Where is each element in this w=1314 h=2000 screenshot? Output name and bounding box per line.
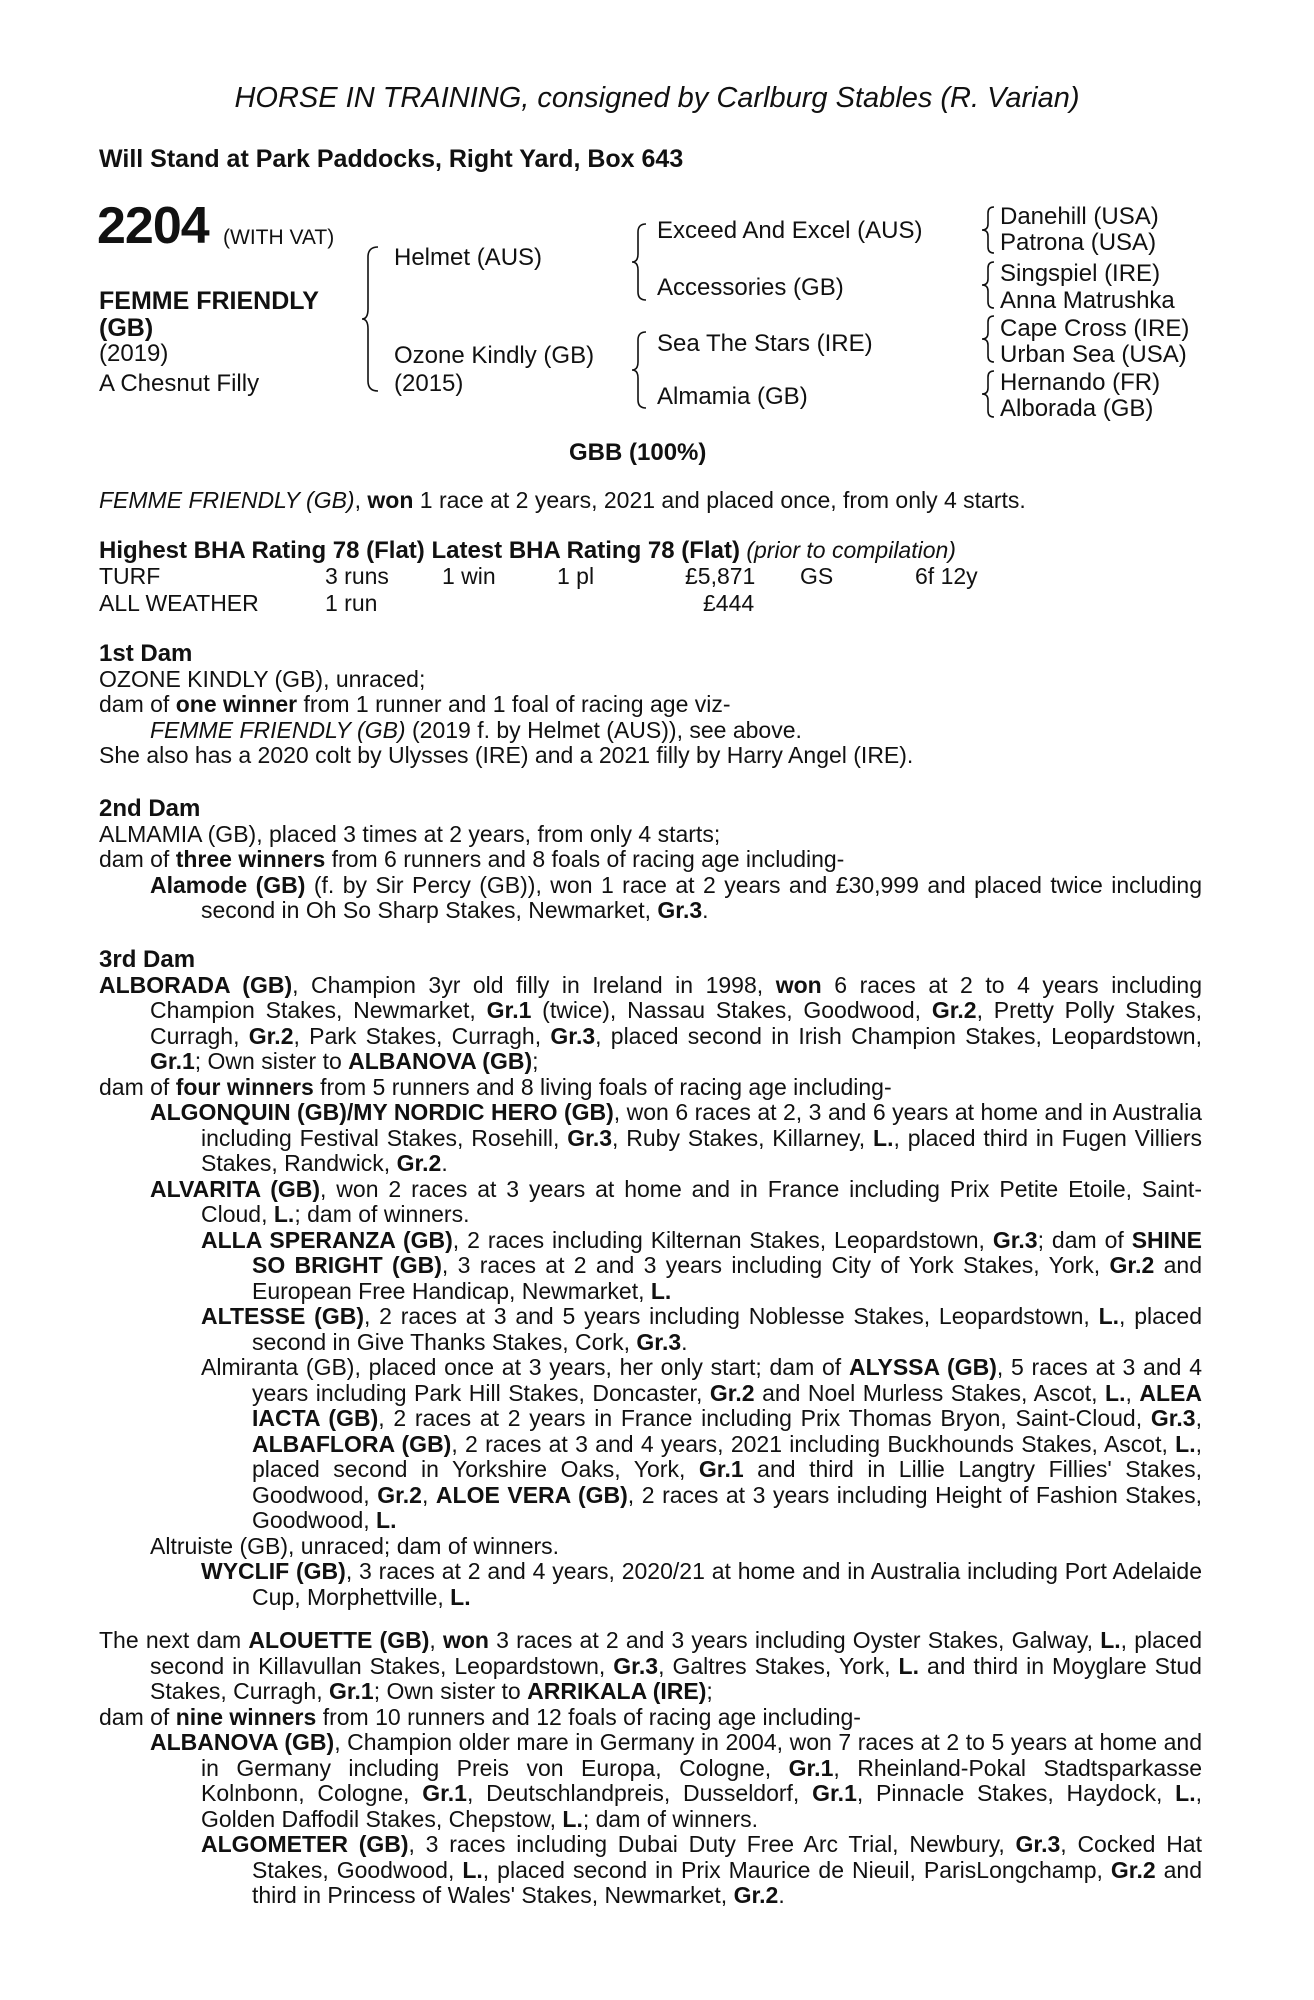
- lot-number: 2204: [97, 197, 209, 255]
- next-dam-para1: The next dam ALOUETTE (GB), won 3 races at 2 and 3 years including Oyster Stakes, Galway, L., placed second in Killavullan Stakes, Leopardstown, Gr.3, Galtres Stakes, York, L. and third in Moyglare Stud Stakes, Curragh, Gr.1; Own sister to ARRIKALA (IRE);: [99, 1627, 1202, 1704]
- second-dam-title: 2nd Dam: [99, 795, 201, 822]
- next-dam-para2: dam of nine winners from 10 runners and 12 foals of racing age including-: [99, 1703, 861, 1730]
- ratings: [99, 538, 1202, 564]
- record-turf-going: GS: [800, 563, 834, 589]
- third-dam-para2: dam of four winners from 5 runners and 8 living foals of racing age including-: [99, 1073, 892, 1100]
- ratings-text: Highest BHA Rating 78 (Flat) Latest BHA Rating 78 (Flat): [99, 537, 740, 564]
- ratings-note: (prior to compilation): [746, 537, 956, 563]
- next-dam-para4: ALGOMETER (GB), 3 races including Dubai Duty Free Arc Trial, Newbury, Gr.3, Cocked Hat Stakes, Goodwood, L., placed second in Prix Maurice de Nieuil, ParisLongchamp, Gr.2 and third in Princess of Wales' Stakes, Newmarket, Gr.2.: [201, 1831, 1203, 1908]
- gbb-note: GBB (100%): [569, 439, 707, 466]
- record-turf-prize: £5,871: [685, 563, 756, 589]
- sire-sire: Exceed And Excel (AUS): [657, 217, 923, 244]
- gg-7: Hernando (FR): [1000, 369, 1161, 396]
- record-aw-surface: ALL WEATHER: [99, 590, 259, 616]
- dam: Ozone Kindly (GB): [394, 342, 595, 369]
- dam-year: (2015): [394, 370, 464, 397]
- gg-3: Singspiel (IRE): [1000, 260, 1161, 287]
- third-dam-para5: ALLA SPERANZA (GB), 2 races including Kilternan Stakes, Leopardstown, Gr.3; dam of SHINE SO BRIGHT (GB), 3 races at 2 and 3 years including City of York Stakes, York, Gr.2 and European Free Handicap, Newmarket, L.: [201, 1226, 1202, 1304]
- horse-description: A Chesnut Filly: [99, 370, 260, 397]
- pedigree-brace-1: [360, 245, 382, 393]
- foaling-year: (2019): [99, 340, 169, 367]
- horse-name-line1: FEMME FRIENDLY: [99, 287, 319, 315]
- first-dam-section: [99, 641, 1202, 769]
- gg-1: Danehill (USA): [1000, 203, 1159, 230]
- first-dam-title: 1st Dam: [99, 640, 193, 667]
- second-dam-line2: dam of three winners from 6 runners and 8 foals of racing age including-: [99, 846, 845, 872]
- sire: Helmet (AUS): [394, 244, 543, 271]
- first-dam-line1: OZONE KINDLY (GB), unraced;: [99, 665, 426, 692]
- third-dam-para7: Almiranta (GB), placed once at 3 years, her only start; dam of ALYSSA (GB), 5 races at 3 and 4 years including Park Hill Stakes, Doncaster, Gr.2 and Noel Murless Stakes, Ascot, L., ALEA IACTA (GB), 2 races at 2 years in France including Prix Thomas Bryon, Saint-Cloud, Gr.3, ALBAFLORA (GB), 2 races at 3 and 4 years, 2021 including Buckhounds Stakes, Ascot, L., placed second in Yorkshire Oaks, York, Gr.1 and third in Lillie Langtry Fillies' Stakes, Goodwood, Gr.2, ALOE VERA (GB), 2 races at 3 years including Height of Fashion Stakes, Goodwood, L.: [201, 1354, 1202, 1533]
- gg-6: Urban Sea (USA): [1000, 341, 1187, 368]
- page-header: HORSE IN TRAINING, consigned by Carlburg Stables (R. Varian): [234, 82, 1080, 114]
- pedigree-brace-7: [980, 369, 998, 419]
- first-dam-line4: She also has a 2020 colt by Ulysses (IRE) and a 2021 filly by Harry Angel (IRE).: [99, 742, 914, 768]
- second-dam-line1: ALMAMIA (GB), placed 3 times at 2 years, from only 4 starts;: [99, 820, 721, 847]
- third-dam-title: 3rd Dam: [99, 946, 196, 973]
- dam-dam: Almamia (GB): [657, 383, 808, 410]
- record-turf-runs: 3 runs: [325, 563, 389, 589]
- gg-5: Cape Cross (IRE): [1000, 315, 1190, 342]
- third-dam-para6: ALTESSE (GB), 2 races at 3 and 5 years including Noblesse Stakes, Leopardstown, L., placed second in Give Thanks Stakes, Cork, Gr.3.: [201, 1303, 1202, 1355]
- gg-4: Anna Matrushka: [1000, 287, 1175, 314]
- third-dam-para4: ALVARITA (GB), won 2 races at 3 years at home and in France including Prix Petite Etoile, Saint-Cloud, L.; dam of winners.: [150, 1175, 1202, 1227]
- record-turf-surface: TURF: [99, 563, 161, 589]
- stand-location: Will Stand at Park Paddocks, Right Yard, Box 643: [99, 145, 684, 173]
- gg-2: Patrona (USA): [1000, 229, 1157, 256]
- first-dam-line3: FEMME FRIENDLY (GB) (2019 f. by Helmet (AUS)), see above.: [150, 716, 802, 743]
- vat-note: (WITH VAT): [223, 226, 335, 249]
- second-dam-section: [99, 796, 1202, 924]
- horse-name-line2: (GB): [99, 314, 154, 342]
- gg-8: Alborada (GB): [1000, 395, 1154, 422]
- third-dam-para8: Altruiste (GB), unraced; dam of winners.: [150, 1532, 560, 1559]
- summary-rest: 1 race at 2 years, 2021 and placed once, from only 4 starts.: [413, 487, 1026, 513]
- summary-won: won: [367, 487, 414, 513]
- dam-sire: Sea The Stars (IRE): [657, 330, 873, 357]
- next-dam-section: [99, 1628, 1202, 1909]
- record-turf-wins: 1 win: [442, 563, 496, 589]
- pedigree-brace-5: [980, 260, 998, 310]
- pedigree-brace-6: [980, 314, 998, 364]
- pedigree-brace-4: [980, 205, 998, 255]
- summary-name: FEMME FRIENDLY (GB): [99, 487, 355, 513]
- next-dam-para3: ALBANOVA (GB), Champion older mare in Germany in 2004, won 7 races at 2 to 5 years at home and in Germany including Preis von Europa, Cologne, Gr.1, Rheinland-Pokal Stadtsparkasse Kolnbonn, Cologne, Gr.1, Deutschlandpreis, Dusseldorf, Gr.1, Pinnacle Stakes, Haydock, L., Golden Daffodil Stakes, Chepstow, L.; dam of winners.: [150, 1729, 1202, 1832]
- first-dam-line2: dam of one winner from 1 runner and 1 foal of racing age viz-: [99, 691, 731, 717]
- record-turf-distance: 6f 12y: [915, 563, 978, 589]
- race-summary: FEMME FRIENDLY (GB), won 1 race at 2 years, 2021 and placed once, from only 4 starts.: [99, 487, 1026, 513]
- record-turf-placed: 1 pl: [557, 563, 595, 589]
- third-dam-para3: ALGONQUIN (GB)/MY NORDIC HERO (GB), won 6 races at 2, 3 and 6 years at home and in Australia including Festival Stakes, Rosehill, Gr.3, Ruby Stakes, Killarney, L., placed third in Fugen Villiers Stakes, Randwick, Gr.2.: [150, 1099, 1202, 1176]
- record-aw-runs: 1 run: [325, 590, 378, 616]
- pedigree-brace-3: [630, 330, 650, 410]
- third-dam-para1: ALBORADA (GB), Champion 3yr old filly in Ireland in 1998, won 6 races at 2 to 4 years including Champion Stakes, Newmarket, Gr.1 (twice), Nassau Stakes, Goodwood, Gr.2, Pretty Polly Stakes, Curragh, Gr.2, Park Stakes, Curragh, Gr.3, placed second in Irish Champion Stakes, Leopardstown, Gr.1; Own sister to ALBANOVA (GB);: [99, 971, 1202, 1074]
- record-aw-prize: £444: [703, 590, 755, 616]
- horse-name: [99, 288, 319, 342]
- third-dam-para9: WYCLIF (GB), 3 races at 2 and 4 years, 2020/21 at home and in Australia including Port Adelaide Cup, Morphettville, L.: [201, 1558, 1202, 1610]
- second-dam-line3: Alamode (GB) (f. by Sir Percy (GB)), won 1 race at 2 years and £30,999 and placed twice including second in Oh So Sharp Stakes, Newmarket, Gr.3.: [150, 871, 1202, 923]
- third-dam-section: [99, 947, 1202, 1610]
- sire-dam: Accessories (GB): [657, 274, 844, 301]
- pedigree-brace-2: [630, 222, 650, 302]
